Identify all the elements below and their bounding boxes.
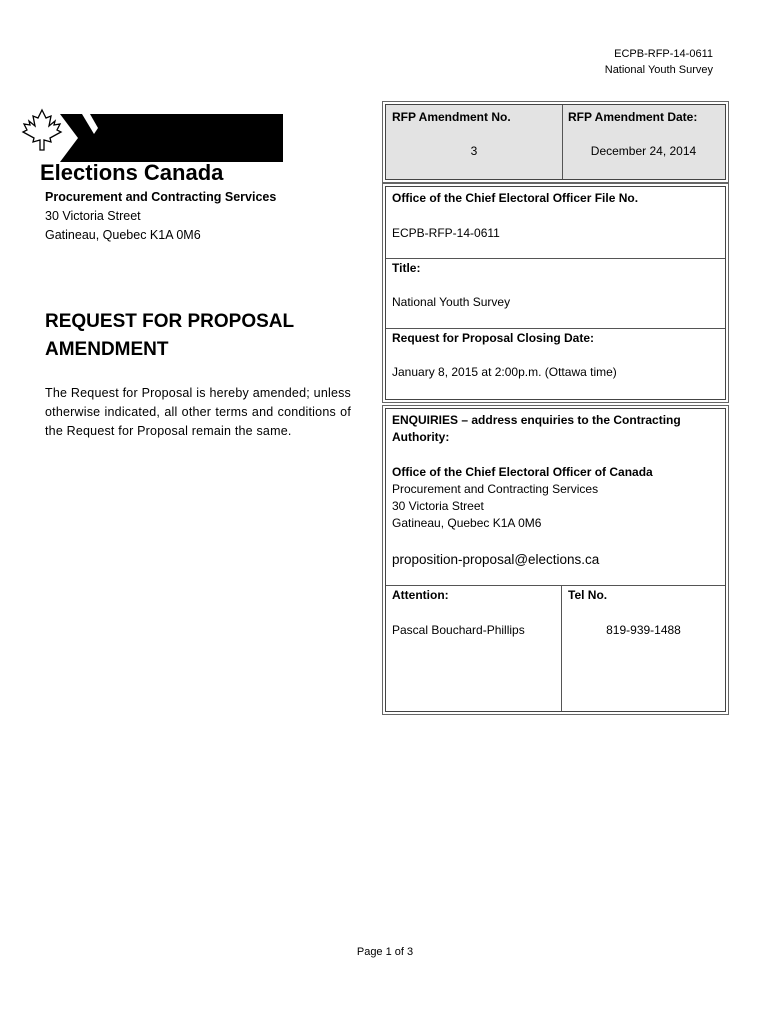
issuer-department: Procurement and Contracting Services bbox=[45, 190, 277, 204]
tel-value: 819-939-1488 bbox=[606, 623, 681, 637]
enquiries-street: 30 Victoria Street bbox=[392, 499, 484, 513]
amendment-no-value: 3 bbox=[470, 144, 478, 158]
issuer-street: 30 Victoria Street bbox=[45, 209, 141, 223]
file-info-box bbox=[385, 186, 726, 400]
issuer-city: Gatineau, Quebec K1A 0M6 bbox=[45, 228, 201, 242]
file-no-value: ECPB-RFP-14-0611 bbox=[392, 226, 500, 240]
enquiries-city: Gatineau, Quebec K1A 0M6 bbox=[392, 516, 542, 530]
amendment-date-label: RFP Amendment Date: bbox=[568, 110, 698, 124]
document-title: REQUEST FOR PROPOSAL AMENDMENT bbox=[45, 311, 295, 360]
issuer-address bbox=[45, 188, 276, 245]
closing-date-label: Request for Proposal Closing Date: bbox=[392, 331, 595, 345]
document-project: National Youth Survey bbox=[604, 64, 713, 76]
document-reference: ECPB-RFP-14-0611 bbox=[614, 48, 713, 60]
tel-label: Tel No. bbox=[568, 588, 608, 602]
enquiries-office: Office of the Chief Electoral Officer of Canada bbox=[392, 465, 653, 479]
enquiries-box bbox=[385, 408, 726, 712]
elections-canada-logo bbox=[20, 104, 285, 184]
title-value: National Youth Survey bbox=[392, 295, 511, 309]
title-label: Title: bbox=[392, 261, 421, 275]
page-number: Page 1 of 3 bbox=[356, 946, 414, 958]
enquiries-department: Procurement and Contracting Services bbox=[392, 482, 599, 496]
attention-value: Pascal Bouchard-Phillips bbox=[392, 623, 525, 637]
file-no-label: Office of the Chief Electoral Officer File No. bbox=[392, 191, 639, 205]
svg-text:Elections Canada: Elections Canada bbox=[40, 160, 224, 184]
intro-paragraph: The Request for Proposal is hereby amended; unless otherwise indicated, all other terms and conditions of the Request for Proposal remain the same. bbox=[45, 386, 351, 438]
enquiries-email: proposition-proposal@elections.ca bbox=[392, 552, 600, 567]
enquiries-heading-line2: Authority: bbox=[392, 430, 450, 444]
amendment-box bbox=[385, 104, 726, 180]
amendment-no-label: RFP Amendment No. bbox=[392, 110, 511, 124]
enquiries-heading-line1: ENQUIRIES – address enquiries to the Contracting bbox=[392, 413, 681, 427]
closing-date-value: January 8, 2015 at 2:00p.m. (Ottawa time) bbox=[392, 365, 617, 379]
attention-label: Attention: bbox=[392, 588, 449, 602]
amendment-date-value: December 24, 2014 bbox=[590, 144, 697, 158]
